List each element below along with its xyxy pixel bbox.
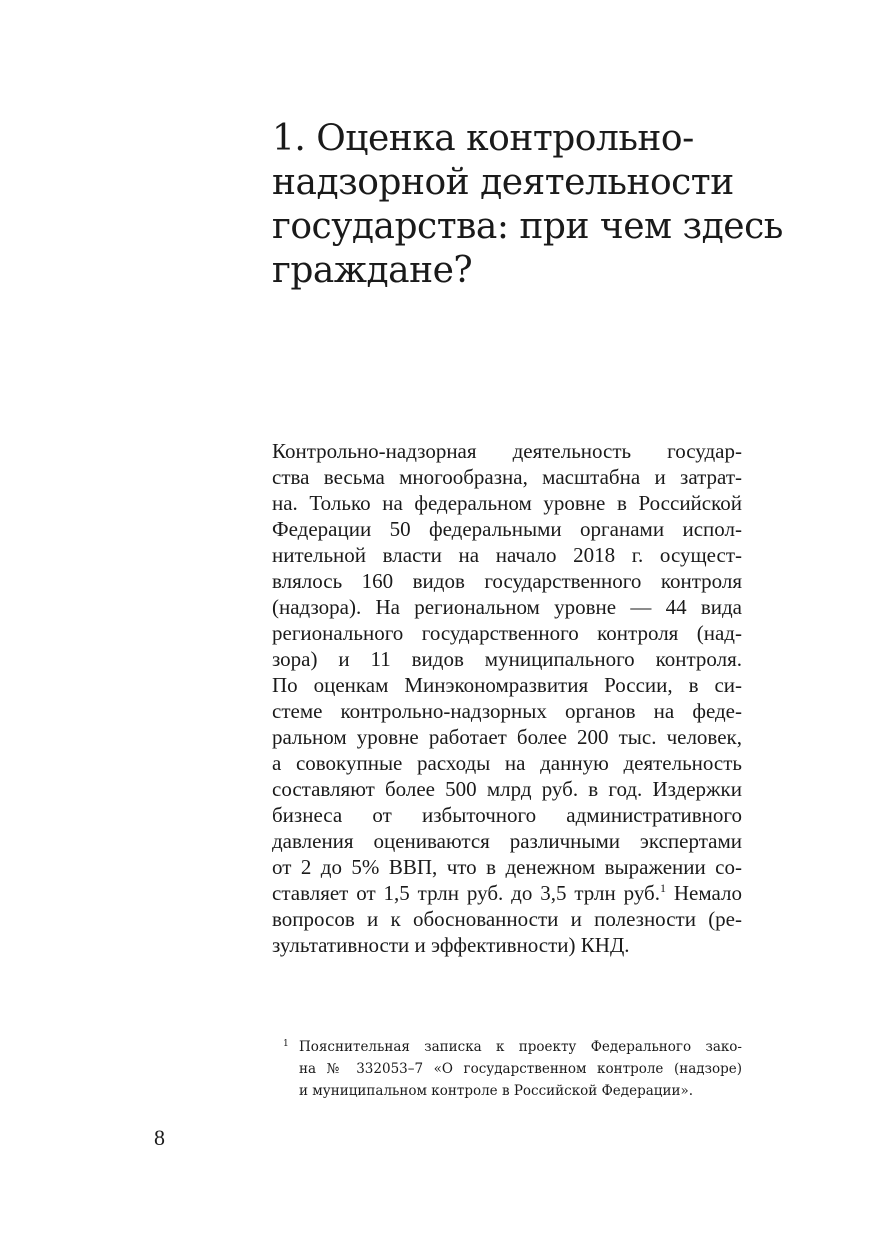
footnote bbox=[272, 1036, 742, 1102]
body-line: на. Только на федеральном уровне в Российской bbox=[272, 491, 742, 515]
body-line: регионального государственного контроля (над- bbox=[272, 621, 742, 645]
body-paragraph bbox=[272, 438, 742, 958]
body-line: бизнеса от избыточного административного bbox=[272, 803, 742, 827]
body-line: По оценкам Минэкономразвития России, в си- bbox=[272, 673, 742, 697]
body-line: ства весьма многообразна, масштабна и затрат- bbox=[272, 465, 742, 489]
body-line: а совокупные расходы на данную деятельность bbox=[272, 751, 742, 775]
footnote-line: на № 332053–7 «О государственном контроле (надзоре) bbox=[299, 1061, 742, 1077]
body-line: составляют более 500 млрд руб. в год. Издержки bbox=[272, 777, 742, 801]
body-line: ральном уровне работает более 200 тыс. человек, bbox=[272, 725, 742, 749]
chapter-title-line: государства: при чем здесь bbox=[272, 206, 783, 247]
chapter-title-line: граждане? bbox=[272, 250, 473, 291]
body-line: влялось 160 видов государственного контроля bbox=[272, 569, 742, 593]
chapter-title bbox=[272, 117, 783, 293]
body-line: вопросов и к обоснованности и полезности (ре- bbox=[272, 907, 742, 931]
body-line: стеме контрольно-надзорных органов на феде- bbox=[272, 699, 742, 723]
body-line-with-footnote bbox=[272, 880, 742, 906]
footnote-text bbox=[299, 1036, 742, 1102]
page-number: 8 bbox=[154, 1125, 165, 1150]
footnote-reference[interactable]: 1 bbox=[660, 881, 666, 895]
body-line: Федерации 50 федеральными органами испол- bbox=[272, 517, 742, 541]
body-line: от 2 до 5% ВВП, что в денежном выражении со- bbox=[272, 855, 742, 879]
body-text-segment: Немало bbox=[666, 881, 742, 905]
body-line: зора) и 11 видов муниципального контроля. bbox=[272, 647, 742, 671]
body-text-segment: ставляет от 1,5 трлн руб. до 3,5 трлн руб. bbox=[272, 881, 660, 905]
chapter-title-line: 1. Оценка контрольно- bbox=[272, 118, 694, 159]
body-line: нительной власти на начало 2018 г. осущест- bbox=[272, 543, 742, 567]
chapter-title-line: надзорной деятельности bbox=[272, 162, 734, 203]
footnote-line: и муниципальном контроле в Российской Федерации». bbox=[299, 1083, 694, 1099]
body-line: (надзора). На региональном уровне — 44 вида bbox=[272, 595, 742, 619]
footnote-line: Пояснительная записка к проекту Федерального зако- bbox=[299, 1039, 742, 1055]
footnote-marker: 1 bbox=[283, 1039, 289, 1049]
body-line: Контрольно-надзорная деятельность государ- bbox=[272, 439, 742, 463]
body-line: давления оцениваются различными экспертами bbox=[272, 829, 742, 853]
body-line: зультативности и эффективности) КНД. bbox=[272, 933, 630, 957]
